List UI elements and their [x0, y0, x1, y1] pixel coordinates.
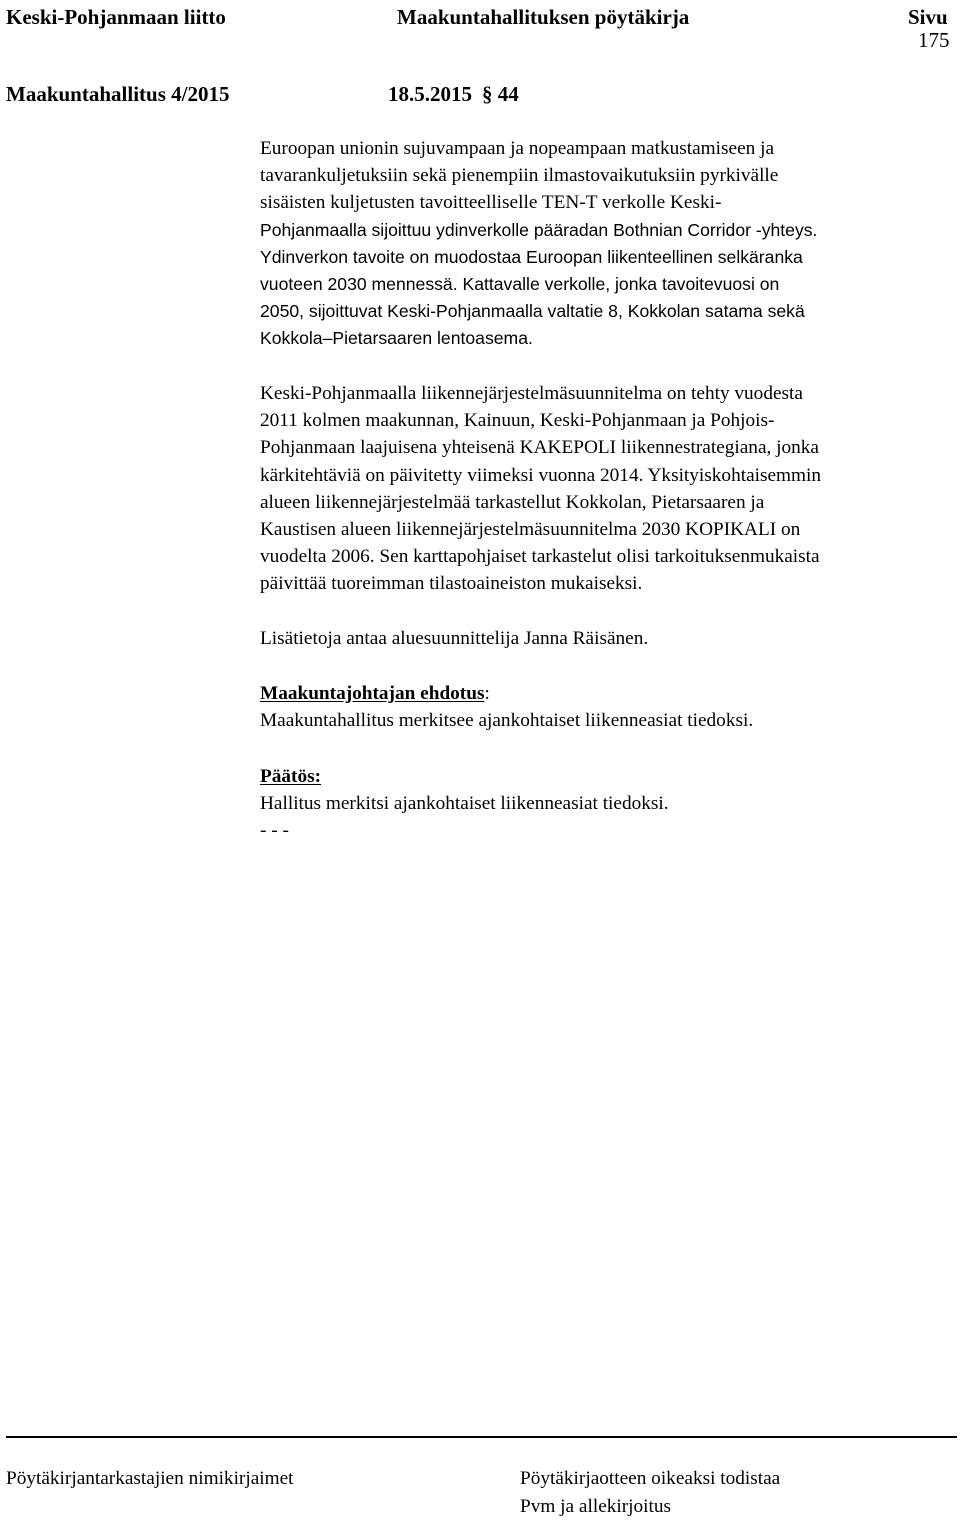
proposal-text: Maakuntahallitus merkitsee ajankohtaiset liikenneasiat tiedoksi.: [260, 710, 754, 732]
text-line: tavarankuljetuksiin sekä pienempiin ilmastovaikutuksiin pyrkivälle: [260, 165, 779, 187]
footer-divider: [6, 1436, 957, 1438]
text-line: Ydinverkon tavoite on muodostaa Euroopan liikenteellinen selkäranka: [260, 246, 803, 267]
decision-text: Hallitus merkitsi ajankohtaiset liikenneasiat tiedoksi.: [260, 793, 669, 815]
paragraph-transport-plan: [260, 380, 960, 598]
page-label: Sivu: [908, 5, 948, 29]
proposal-heading-line: [260, 680, 960, 707]
organization-name: Keski-Pohjanmaan liitto: [6, 5, 226, 29]
additional-info: [260, 625, 960, 652]
document-type: Maakuntahallituksen pöytäkirja: [397, 5, 690, 29]
text-line: Kaustisen alueen liikennejärjestelmäsuunnitelma 2030 KOPIKALI on: [260, 519, 801, 541]
text-line: Kokkola–Pietarsaaren lentoasema.: [260, 328, 533, 349]
end-marker: - - -: [260, 820, 289, 842]
proposal-heading: Maakuntajohtajan ehdotus: [260, 683, 485, 704]
text-line: 2011 kolmen maakunnan, Kainuun, Keski-Pohjanmaan ja Pohjois-: [260, 410, 775, 432]
paragraph-ten-t: [260, 135, 960, 353]
footer-initials-label: Pöytäkirjantarkastajien nimikirjaimet: [6, 1468, 294, 1489]
decision-heading: Päätös:: [260, 766, 322, 787]
text-line: sisäisten kuljetusten tavoitteelliselle TEN-T verkolle Keski-: [260, 192, 722, 214]
text-line: Pohjanmaan laajuisena yhteisenä KAKEPOLI liikennestrategiana, jonka: [260, 437, 819, 459]
info-text: Lisätietoja antaa aluesuunnittelija Janna Räisänen.: [260, 628, 649, 649]
proposal-colon: :: [484, 683, 490, 704]
text-line: alueen liikennejärjestelmää tarkastellut Kokkolan, Pietarsaaren ja: [260, 491, 765, 513]
page-number: 175: [918, 28, 950, 52]
text-line: Pohjanmaalla sijoittuu ydinverkolle pääradan Bothnian Corridor -yhteys.: [260, 219, 818, 240]
proposal-section: [260, 680, 960, 734]
text-line: vuodelta 2006. Sen karttapohjaiset tarkastelut olisi tarkoituksenmukaista: [260, 546, 820, 568]
text-line: 2050, sijoittuvat Keski-Pohjanmaalla valtatie 8, Kokkolan satama sekä: [260, 301, 805, 322]
text-line: Keski-Pohjanmaalla liikennejärjestelmäsuunnitelma on tehty vuodesta: [260, 383, 803, 404]
footer-date-signature-label: Pvm ja allekirjoitus: [520, 1496, 672, 1517]
text-line: päivittää tuoreimman tilastoaineiston mukaiseksi.: [260, 573, 643, 595]
footer-certification-label: Pöytäkirjaotteen oikeaksi todistaa: [520, 1468, 781, 1489]
text-line: kärkitehtäviä on päivitetty viimeksi vuonna 2014. Yksityiskohtaisemmin: [260, 464, 822, 486]
decision-section: [260, 763, 960, 845]
text-line: Euroopan unionin sujuvampaan ja nopeampaan matkustamiseen ja: [260, 138, 775, 159]
text-line: vuoteen 2030 mennessä. Kattavalle verkolle, jonka tavoitevuosi on: [260, 274, 780, 295]
section-number: § 44: [482, 82, 519, 106]
meeting-date: 18.5.2015: [388, 82, 472, 106]
meeting-body: Maakuntahallitus 4/2015: [6, 82, 230, 106]
